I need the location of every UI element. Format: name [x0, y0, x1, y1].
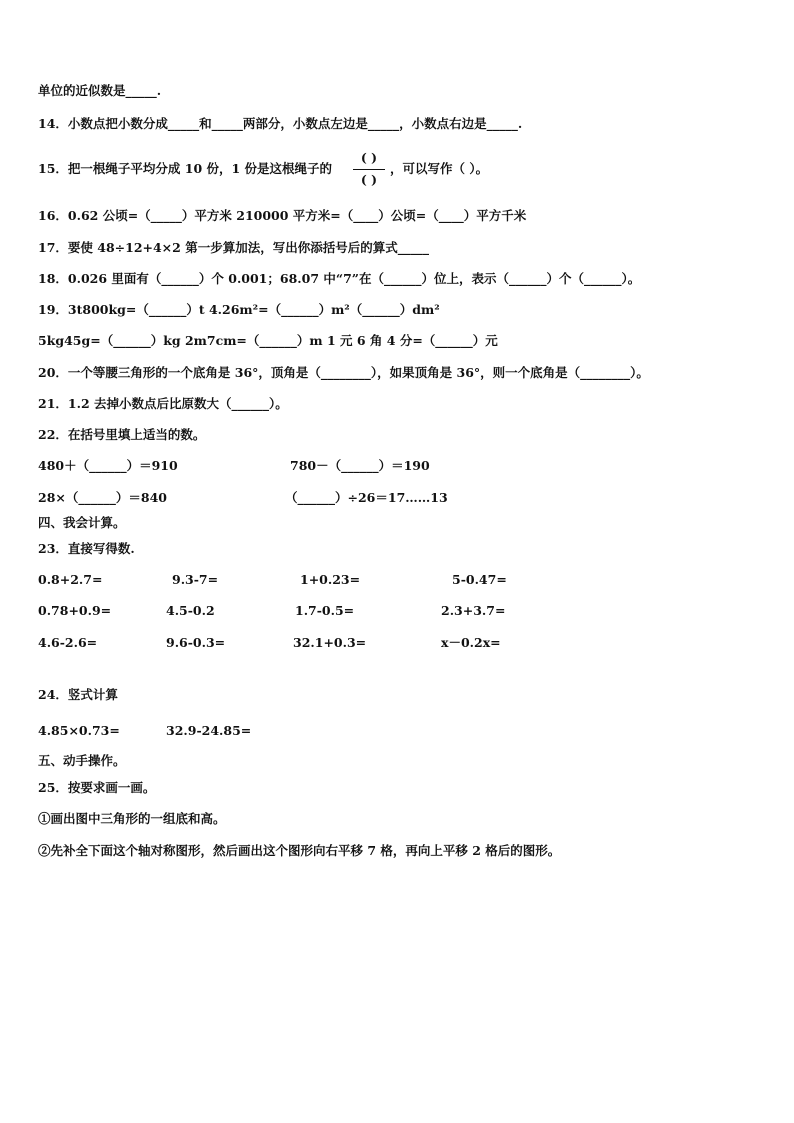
q23: 23．直接写得数. [38, 541, 135, 556]
q20: 20．一个等腰三角形的一个底角是 36°，顶角是（________），如果顶角是 36°，则一个底角是（________）。 [38, 365, 649, 380]
calc-item: 32.1+0.3= [293, 635, 367, 650]
q13-tail: 单位的近似数是_____. [38, 83, 162, 98]
q15-tail: ，可以写作（ ）。 [390, 161, 489, 176]
section-4-heading: 四、我会计算。 [38, 515, 126, 530]
q19: 19．3t800kg=（______）t 4.26m²=（______）m²（______）dm² [38, 302, 440, 317]
calc-item: 1.7-0.5= [295, 603, 355, 618]
calc-item: 2.3+3.7= [441, 603, 506, 618]
q25-task-1: ①画出图中三角形的一组底和高。 [38, 811, 226, 826]
q24: 24．竖式计算 [38, 687, 118, 702]
calc-item: x－0.2x= [441, 635, 501, 650]
q17: 17．要使 48÷12+4×2 第一步算加法，写出你添括号后的算式_____ [38, 240, 429, 255]
q25: 25．按要求画一画。 [38, 780, 156, 795]
calc-item: 0.78+0.9= [38, 603, 112, 618]
q22-item-b: 780－（______）＝190 [290, 458, 430, 473]
q22-item-a: 480＋（______）＝910 [38, 458, 178, 473]
fraction-denominator: ( ) [360, 172, 378, 187]
q21: 21．1.2 去掉小数点后比原数大（______）。 [38, 396, 288, 411]
q24-item-a: 4.85×0.73= [38, 723, 120, 738]
q18: 18．0.026 里面有（______）个 0.001；68.07 中“7”在（______）位上，表示（______）个（______）。 [38, 271, 641, 286]
q22-item-d: （______）÷26＝17……13 [285, 490, 448, 505]
q22-item-c: 28×（______）＝840 [38, 490, 167, 505]
fraction-bar [353, 169, 385, 170]
calc-item: 4.6-2.6= [38, 635, 98, 650]
section-5-heading: 五、动手操作。 [38, 753, 126, 768]
calc-item: 1+0.23= [300, 572, 361, 587]
calc-item: 4.5-0.2 [166, 603, 215, 618]
q25-task-2: ②先补全下面这个轴对称图形，然后画出这个图形向右平移 7 格，再向上平移 2 格后的图形。 [38, 843, 561, 858]
calc-item: 5-0.47= [452, 572, 507, 587]
fraction-numerator: ( ) [360, 150, 378, 165]
calc-item: 9.6-0.3= [166, 635, 226, 650]
q22: 22．在括号里填上适当的数。 [38, 427, 206, 442]
calc-item: 0.8+2.7= [38, 572, 103, 587]
q24-item-b: 32.9-24.85= [166, 723, 252, 738]
calc-item: 9.3-7= [172, 572, 219, 587]
q19-line2: 5kg45g=（______）kg 2m7cm=（______）m 1 元 6 角 4 分=（______）元 [38, 333, 498, 348]
q15-text: 15．把一根绳子平均分成 10 份，1 份是这根绳子的 [38, 161, 333, 176]
q16: 16．0.62 公顷=（_____）平方米 210000 平方米=（____）公顷=（____）平方千米 [38, 208, 527, 223]
q14: 14．小数点把小数分成_____和_____两部分，小数点左边是_____，小数点右边是_____. [38, 116, 523, 131]
q15-fraction-blank [351, 149, 387, 191]
